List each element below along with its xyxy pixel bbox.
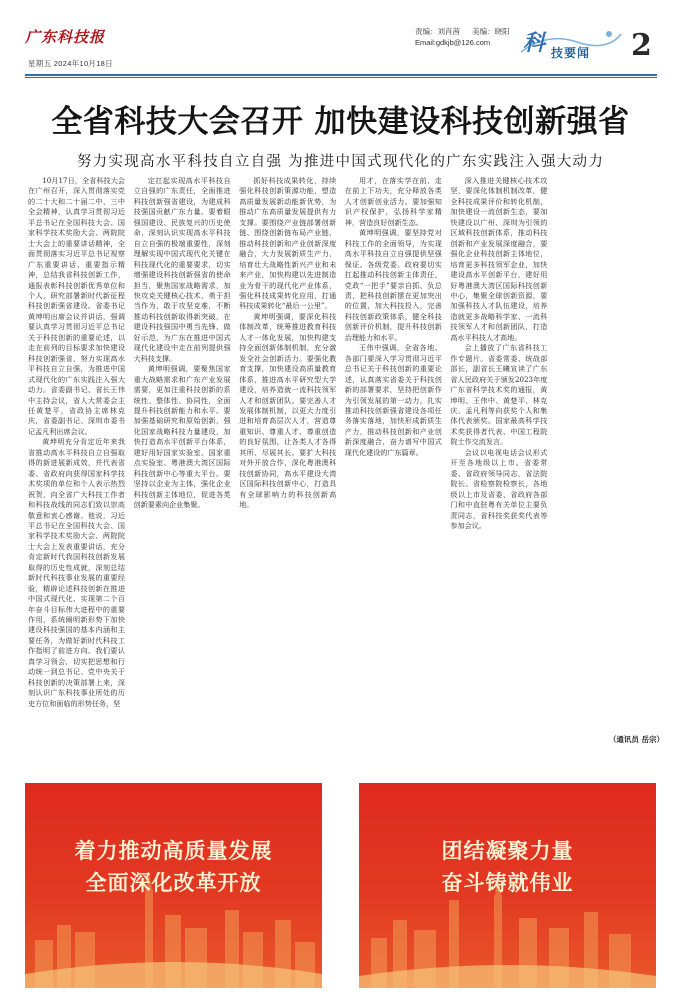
paragraph: 黄坤明强调，要聚焦国家重大战略需求和广东产业发展需要，更加注重科技创新的系统性、整体性、协同性，全面提升科技创新能力和水平。要加强基础研究和原始创新，强化国家战略科技力量建设，加快打造高水平创新平台体系，建好用好国家实验室、国家重点实验室、粤港澳大湾区国际科技创新中心等重大平台。要坚持以企业为主体，强化企业科技创新主体地位，促进各类创新要素向企业集聚。 [133,364,231,510]
article-column [28,176,125,768]
paragraph: 抓好科技成果转化，持续强化科技创新策源功能，塑造高质量发展新动能新优势，为推动广东高质量发展提供有力支撑。要围绕产业链部署创新链、围绕创新链布局产业链，推动科技创新和产业创新深度融合，大力发展新质生产力，培育壮大战略性新兴产业和未来产业，加快构建以先进制造业为骨干的现代化产业体系，强化科技成果转化应用，打通科技成果转化“最后一公里”。 [239,176,337,311]
paragraph: 用才，在落实学在前、走在前上下功夫，充分释放各类人才创新创业活力。要加强知识产权保护，弘扬科学家精神，营造良好创新生态。 [344,176,442,227]
slogan-poster[interactable] [25,783,322,988]
paragraph: 会议以电视电话会议形式开至各地级以上市。省委常委、省政府领导同志，省法院院长、省检察院检察长，各地级以上市及省委、省政府各部门和中直驻粤有关单位主要负责同志，省科技奖获奖代表等参加会议。 [450,447,548,530]
paragraph: 会上播放了广东省科技工作专题片。省委常委、统战部部长，副省长王曦宣读了广东省人民政府关于颁发2023年度广东省科学技术奖的通报，黄坤明、王伟中、黄楚平、林克庆、孟凡利等向获奖个人和集体代表颁奖。国家最高科学技术奖获得者代表、中国工程院院士作交流发言。 [450,343,548,447]
designer-name: 美编：晓阳 [472,27,510,36]
poster-slogan-line: 奋斗铸就伟业 [441,871,574,895]
paragraph: 10月17日，全省科技大会在广州召开，深入贯彻落实党的二十大和二十届二中、三中全会精神，认真学习贯彻习近平总书记在全国科技大会、国家科学技术奖励大会、两院院士大会上的重要讲话精神，全面贯彻落实习近平总书记视察广东重要讲话、重要指示精神，总结我省科技创新工作，通报表彰科技创新优秀单位和个人，研究部署新时代新征程科技创新强省建设。省委书记黄坤明出席会议并讲话，强调要认真学习贯彻习近平总书记关于科技创新的重要论述，以走在前列的目标要求加快建设科技创新强省，努力实现高水平科技自立自强，为推进中国式现代化的广东实践注入强大动力。省委副书记、省长王伟中主持会议，省人大常委会主任黄楚平，省政协主席林克庆，省委副书记、深圳市委书记孟凡利出席会议。 [28,176,125,436]
header-divider-thin [25,77,657,78]
issue-date: 星期五 2024年10月18日 [28,59,113,68]
paragraph: 黄坤明强调，要坚持党对科技工作的全面领导，为实现高水平科技自立自强提供坚强保证。各级党委、政府要切实扛起推动科技创新主体责任，党政“一把手”要亲自抓、负总责，把科技创新摆在更加突出的位置，加大科技投入，完善科技创新政策体系，健全科技创新评价机制，提升科技创新治理能力和水平。 [344,228,442,342]
article-body [28,176,653,768]
headline: 全省科技大会召开 加快建设科技创新强省 [51,104,630,140]
paragraph: 定扛起实现高水平科技自立自强的广东责任，全面推进科技创新强省建设，为建成科技强国贡献广东力量。要着眼强国建设、民族复兴的历史使命，深刻认识实现高水平科技自立自强的极端重要性，深刻理解实现中国式现代化关键在科技现代化的重要要求，切实增强建设科技创新强省的使命担当，聚焦国家战略需求，加快攻克关键核心技术，勇于担当作为，敢于攻坚克难，不断推动科技创新取得新突破，在建设科技强国中勇当先锋、做好示范，为广东在推进中国式现代化建设中走在前列提供强大科技支撑。 [133,176,231,363]
newspaper-logo[interactable]: 广东科技报 [25,28,106,46]
page-number: 2 [631,28,652,63]
poster-slogan-line: 团结凝聚力量 [441,839,574,863]
article-column [345,176,442,768]
editor-credits [415,26,520,48]
contact-email[interactable]: Email:gdkjb@126.com [415,38,491,47]
poster-slogan-line: 全面深化改革开放 [85,871,262,895]
masthead [25,20,655,78]
slogan-poster[interactable] [359,783,656,988]
paragraph: 黄坤明强调，要深化科技体制改革，统筹推进教育科技人才一体化发展，加快构建支持全面创新体制机制，充分激发全社会创新活力。要强化教育支撑，加快建设高质量教育体系，推进高水平研究型大学建设，培养造就一流科技领军人才和创新团队。要完善人才发展体制机制，以更大力度引进和培育高层次人才，营造尊重知识、尊重人才、尊重创造的良好氛围，让各类人才各得其所、尽展其长。要扩大科技对外开放合作，深化粤港澳科技创新协同，高水平建设大湾区国际科技创新中心，打造具有全球影响力的科技创新高地。 [239,311,337,510]
article-column [134,176,231,768]
paragraph: 深入推进关键核心技术攻坚，要深化体制机制改革，健全科技成果评价和转化机制，加快建设一流创新生态，要加快建设以广州、深圳为引领的区域科技创新体系，推动科技创新和产业发展深度融合，要强化企业科技创新主体地位，培育更多科技领军企业，加快建设高水平创新平台，建好用好粤港澳大湾区国际科技创新中心，集聚全球创新资源，要加强科技人才队伍建设，培养造就更多战略科学家、一流科技领军人才和创新团队，打造高水平科技人才高地。 [450,176,548,342]
section-title [517,22,625,68]
subheadline: 努力实现高水平科技自立自强 为推进中国式现代化的广东实践注入强大动力 [76,154,605,170]
editor-name: 责编：刘肖茜 [415,27,460,36]
header-divider [25,74,657,76]
article-column [450,176,547,768]
poster-slogan-line: 着力推动高质量发展 [74,839,273,863]
article-column [239,176,336,768]
section-name: 技要闻 [551,46,591,60]
section-badge: 科 [523,30,544,56]
paragraph: 王伟中强调，全省各地、各部门要深入学习贯彻习近平总书记关于科技创新的重要论述，认真落实省委关于科技创新的部署要求，坚持把创新作为引领发展的第一动力，扎实推动科技创新强省建设各项任务落实落地，加快形成新质生产力，推动科技创新和产业创新深度融合，奋力谱写中国式现代化建设的广东篇章。 [344,343,442,457]
paragraph: 黄坤明充分肯定近年来我省推动高水平科技自立自强取得的新进展新成效，并代表省委、省政府向获得国家科学技术奖项的单位和个人表示热烈祝贺，向全省广大科技工作者和科技战线的同志们致以崇高敬意和衷心感谢。他说，习近平总书记在全国科技大会、国家科学技术奖励大会、两院院士大会上发表重要讲话，充分肯定新时代我国科技创新发展取得的历史性成就，深刻总结新时代科技事业发展的重要经验，精辟论述科技创新在推进中国式现代化、实现第二个百年奋斗目标伟大进程中的重要作用，系统阐明新形势下加快建设科技强国的基本内涵和主要任务，为做好新时代科技工作指明了前进方向。我们要认真学习领会，切实把思想和行动统一到总书记、党中央关于科技创新的决策部署上来，深刻认识广东科技事业所处的历史方位和面临的形势任务，坚 [28,437,125,708]
article-column [556,176,653,768]
reporter-byline: （通讯员 岳宗） [608,735,664,744]
